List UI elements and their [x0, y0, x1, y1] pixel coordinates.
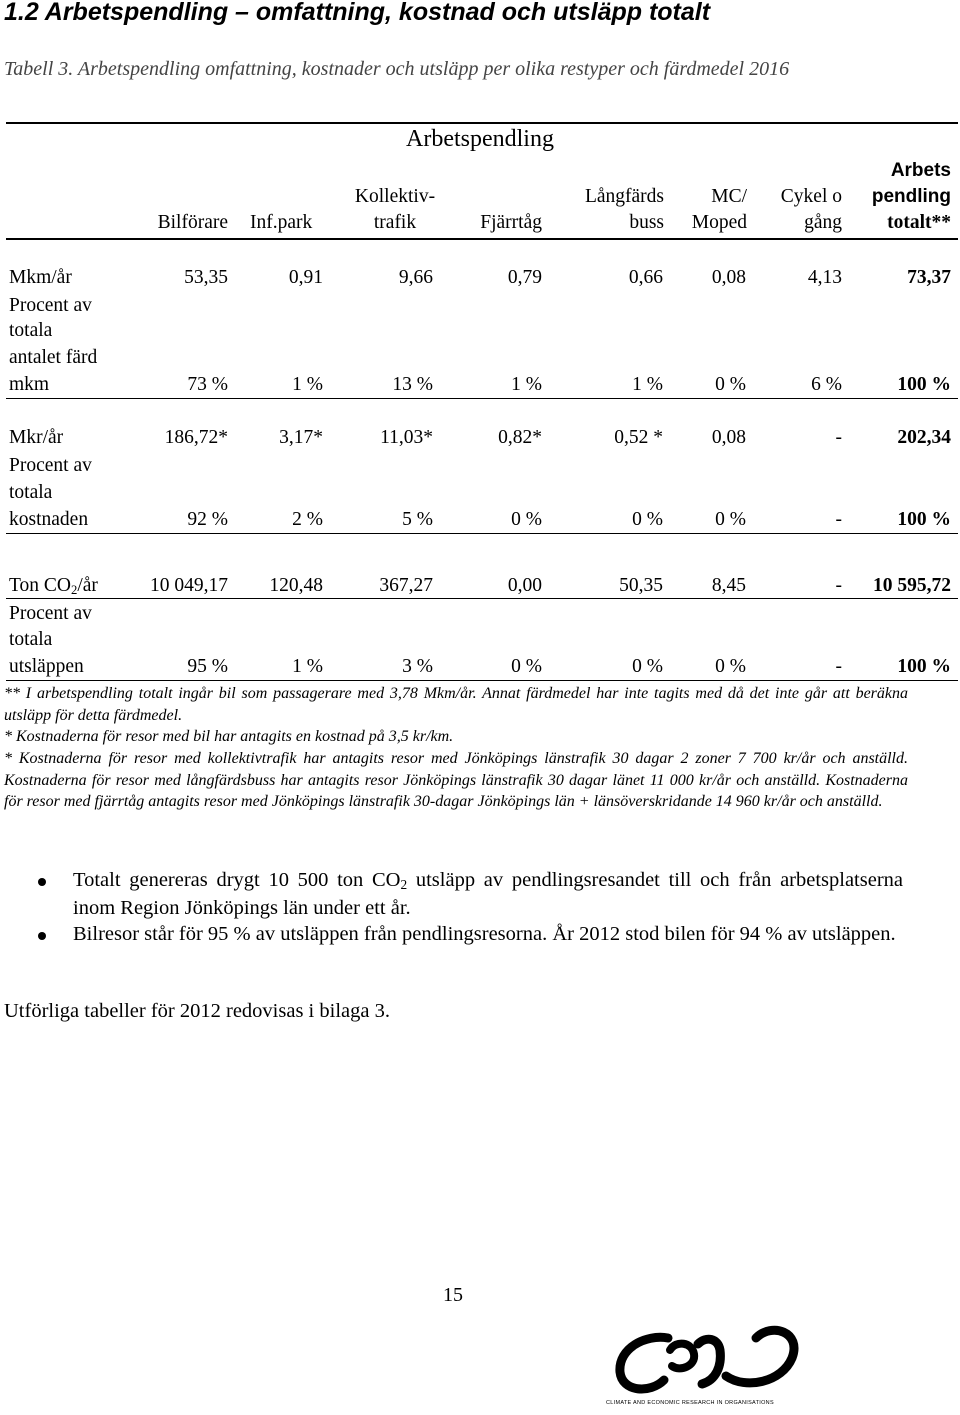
row-label: Procent av	[9, 603, 92, 624]
table-cell: 1 %	[292, 374, 323, 395]
table-cell: 1 %	[632, 374, 663, 395]
table-cell: 0 %	[632, 509, 663, 530]
row-label-sub: 2	[71, 583, 78, 597]
row-label: totala	[9, 629, 53, 650]
table-cell: -	[835, 656, 842, 677]
col-header-mc-line2: Moped	[691, 212, 747, 233]
col-header-cykel-line1: Cykel o	[780, 186, 842, 207]
col-header-langfards-line2: buss	[629, 212, 664, 233]
table-cell: 6 %	[811, 374, 842, 395]
table-cell: 0,91	[288, 267, 323, 288]
col-header-infpark: Inf.park	[250, 212, 313, 233]
table-cell: 11,03*	[380, 427, 433, 448]
table-cell-total: 100 %	[897, 509, 951, 530]
section-rule	[6, 533, 958, 534]
row-label: totala	[9, 482, 53, 503]
table-cell: 0,82*	[498, 427, 542, 448]
table-cell: 3,17*	[279, 427, 323, 448]
bullet-text-pre: Totalt genereras drygt 10 500 ton CO	[73, 869, 401, 891]
bullet-dot-icon	[38, 878, 46, 886]
row-label: utsläppen	[9, 656, 84, 677]
table-cell: 3 %	[402, 656, 433, 677]
table-cell: 1 %	[511, 374, 542, 395]
page-number: 15	[443, 1284, 463, 1306]
table-cell: 0,08	[711, 267, 746, 288]
table-caption: Tabell 3. Arbetspendling omfattning, kostnader och utsläpp per olika restyper och färdmedel 2016	[4, 58, 790, 80]
table-cell: 186,72*	[164, 427, 228, 448]
header-rule	[6, 238, 958, 240]
col-header-cykel-line2: gång	[804, 212, 842, 233]
table-cell: 0 %	[715, 656, 746, 677]
logo-text: CLIMATE AND ECONOMIC RESEARCH IN ORGANISATIONS	[606, 1400, 774, 1406]
table-top-rule	[6, 122, 958, 124]
bullet-text-post: utsläpp av pendlingsresandet till och från arbetsplatserna inom Region Jönköpings län under ett år.	[73, 869, 904, 919]
table-cell: 0 %	[715, 374, 746, 395]
table-cell-total: 100 %	[897, 656, 951, 677]
table-cell: 0,66	[628, 267, 663, 288]
footnote: * Kostnaderna för resor med kollektivtrafik har antagits resor med Jönköpings länstrafik 30 dagar 2 zoner 7 700 kr/år och anställd. Kostnaderna för resor med långfärdsbuss har antagits resor Jönköpings länstrafik 30 dagar länet 11 000 kr/år och anställd. Kostnaderna för resor med fjärrtåg antagits resor med Jönköpings länstrafik 30-dagar Jönköpings län + länsöverskridande 14 960 kr/år och anställd.	[4, 750, 908, 810]
table-cell: 73 %	[187, 374, 228, 395]
col-header-kollektiv-line1: Kollektiv-	[354, 186, 436, 207]
row-label: mkm	[9, 374, 50, 395]
col-header-fjarrtag: Fjärrtåg	[480, 212, 542, 233]
row-label: Procent av	[9, 455, 92, 476]
col-header-langfards-line1: Långfärds	[584, 186, 664, 207]
table-cell: -	[835, 427, 842, 448]
row-label: Mkm/år	[9, 267, 72, 288]
table-cell: 0 %	[511, 509, 542, 530]
bullet-dot-icon	[38, 932, 46, 940]
col-header-bilforare: Bilförare	[157, 212, 228, 233]
row-label-co2	[9, 573, 98, 599]
cero-logo-icon	[606, 1320, 876, 1410]
row-label-post: /år	[77, 575, 98, 596]
section-rule	[6, 398, 958, 399]
closing-text: Utförliga tabeller för 2012 redovisas i bilaga 3.	[4, 1000, 390, 1022]
table-cell: 53,35	[184, 267, 228, 288]
table-bottom-rule	[6, 680, 958, 681]
table-cell: 367,27	[379, 575, 433, 596]
logo-graphic	[606, 1320, 876, 1410]
table-cell: 0,00	[507, 575, 542, 596]
table-cell: 4,13	[807, 267, 842, 288]
row-label: kostnaden	[9, 509, 89, 530]
bullet-item	[0, 920, 960, 980]
bullet-text	[73, 866, 903, 922]
bullet-text-sub: 2	[400, 877, 408, 892]
table-cell: 0 %	[511, 656, 542, 677]
table-cell: 0,08	[711, 427, 746, 448]
table-cell: 95 %	[187, 656, 228, 677]
table-cell: 10 049,17	[150, 575, 228, 596]
table-cell: 50,35	[619, 575, 663, 596]
table-cell: 13 %	[392, 374, 433, 395]
table-cell-total: 10 595,72	[873, 575, 951, 596]
table-cell: 92 %	[187, 509, 228, 530]
table-cell: 0,52 *	[614, 427, 663, 448]
row-label-pre: Ton CO	[9, 575, 72, 596]
table-cell: 1 %	[292, 656, 323, 677]
bullet-text: Bilresor står för 95 % av utsläppen från pendlingsresorna. År 2012 stod bilen för 94 % av utsläppen.	[73, 923, 896, 945]
table-cell-total: 73,37	[907, 267, 951, 288]
table-cell: 0,79	[507, 267, 542, 288]
table-cell: 120,48	[269, 575, 323, 596]
col-header-total-line3: totalt**	[887, 212, 951, 233]
row-label: antalet färd	[9, 347, 98, 368]
footnote: ** I arbetspendling totalt ingår bil som passagerare med 3,78 Mkm/år. Annat färdmedel har inte tagits med då det inte går att beräkna utsläpp för detta färdmedel.	[4, 685, 908, 724]
table-cell: 0 %	[715, 509, 746, 530]
col-header-total-line2: pendling	[871, 186, 951, 207]
row-label: totala	[9, 320, 53, 341]
table-cell: 8,45	[711, 575, 746, 596]
table-cell-total: 202,34	[897, 427, 951, 448]
table-cell: 5 %	[402, 509, 433, 530]
table-cell: 0 %	[632, 656, 663, 677]
section-heading: 1.2 Arbetspendling – omfattning, kostnad och utsläpp totalt	[4, 0, 711, 26]
row-label: Mkr/år	[9, 427, 64, 448]
footnote: * Kostnaderna för resor med bil har antagits en kostnad på 3,5 kr/km.	[4, 728, 454, 745]
table-cell-total: 100 %	[897, 374, 951, 395]
table-cell: -	[835, 509, 842, 530]
table-cell: -	[835, 575, 842, 596]
group-header: Arbetspendling	[406, 126, 554, 152]
table-cell: 2 %	[292, 509, 323, 530]
row-label: Procent av	[9, 295, 92, 316]
bullet-item	[0, 866, 960, 926]
section-rule	[6, 598, 958, 599]
col-header-kollektiv-line2: trafik	[373, 212, 417, 233]
col-header-total-line1: Arbets	[890, 160, 951, 181]
table-cell: 9,66	[398, 267, 433, 288]
col-header-mc-line1: MC/	[711, 186, 747, 207]
